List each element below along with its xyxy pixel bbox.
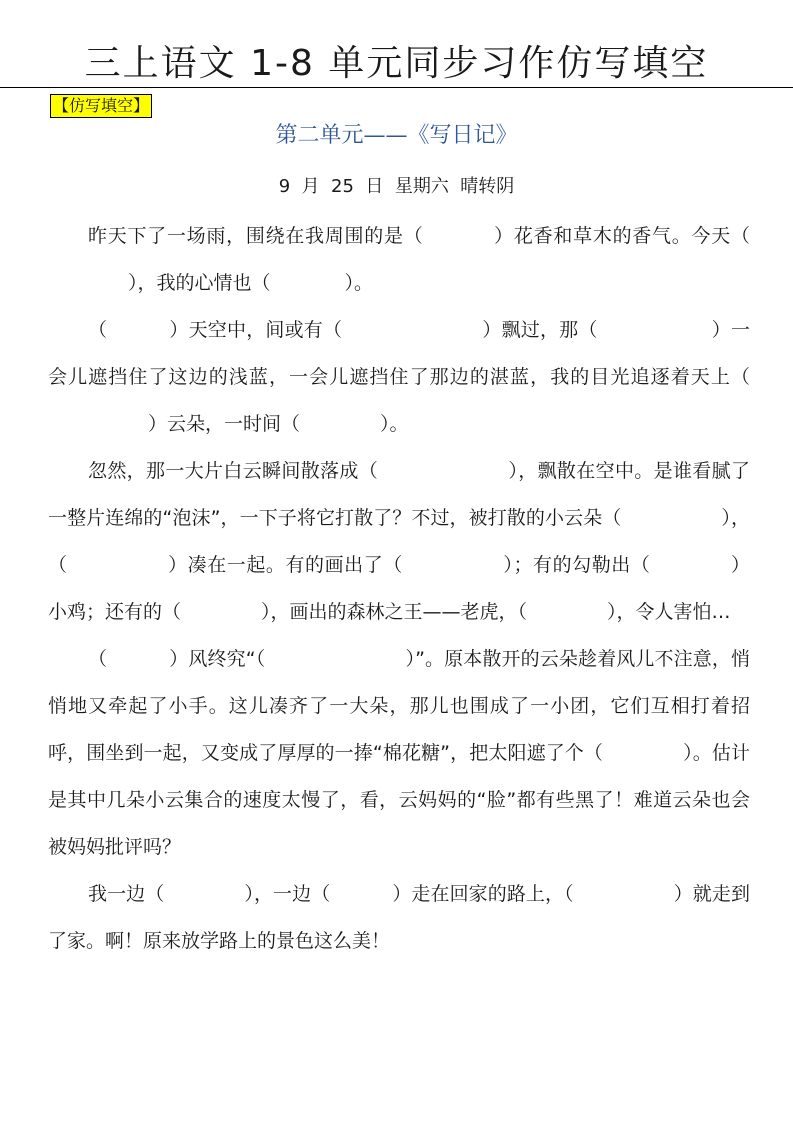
text-segment: ）飘过，那（ <box>482 319 598 341</box>
text-segment: ）小鸡；还有的（ <box>48 554 750 623</box>
paragraph-1 <box>48 213 750 307</box>
text-segment: ），（ <box>48 507 750 576</box>
text-segment: ）。估计是其中几朵小云集合的速度太慢了，看，云妈妈的“脸”都有些黑了！难道云朵也会被妈妈批评吗？ <box>48 742 750 858</box>
text-segment: ）走在回家的路上，（ <box>392 883 574 905</box>
text-segment: ）就走到了家。啊！原来放学路上的景色这么美！ <box>48 883 750 952</box>
document-title: 三上语文 1-8 单元同步习作仿写填空 <box>84 43 709 84</box>
section-tag: 【仿写填空】 <box>50 94 152 118</box>
diary-date-line <box>0 173 793 201</box>
text-segment: ）花香和草木的香气。今天（ <box>493 225 750 247</box>
text-segment: ），一边（ <box>244 883 331 905</box>
text-segment: ），令人害怕… <box>607 601 731 623</box>
text-segment: （ <box>88 319 108 341</box>
date-weather-text: 9 月 25 日 星期六 晴转阴 <box>278 176 515 197</box>
text-segment: ）云朵，一时间（ <box>148 413 301 435</box>
paragraph-5 <box>48 871 750 965</box>
text-segment: ）风终究“（ <box>169 648 266 670</box>
text-segment: 忽然，那一大片白云瞬间散落成（ <box>88 460 379 482</box>
diary-body <box>48 213 750 965</box>
text-segment: ）天空中，间或有（ <box>169 319 343 341</box>
title-divider <box>0 87 793 88</box>
text-segment: （ <box>88 648 108 670</box>
text-segment: 昨天下了一场雨，围绕在我周围的是（ <box>88 225 424 247</box>
paragraph-2 <box>48 307 750 448</box>
text-segment: ）一会儿遮挡住了这边的浅蓝，一会儿遮挡住了那边的湛蓝，我的目光追逐着天上（ <box>48 319 750 388</box>
text-segment: ）”。原本散开的云朵趁着风儿不注意，悄悄地又牵起了小手。这儿凑齐了一大朵，那儿也围成了一小团，它们互相打着招呼，围坐到一起，又变成了厚厚的一捧“棉花糖”，把太阳遮了个（ <box>48 648 750 764</box>
text-segment: ）。 <box>380 413 409 435</box>
text-segment: 我一边（ <box>88 883 165 905</box>
text-segment: ）凑在一起。有的画出了（ <box>167 554 403 576</box>
text-segment: ），画出的森林之王——老虎，（ <box>261 601 528 623</box>
text-segment: ），我的心情也（ <box>128 272 271 294</box>
text-segment: ），飘散在空中。是谁看腻了一整片连绵的“泡沫”，一下子将它打散了？不过，被打散的小云朵（ <box>48 460 750 529</box>
unit-title: 第二单元——《写日记》 <box>275 123 518 148</box>
paragraph-4 <box>48 636 750 871</box>
text-segment: ）。 <box>344 272 374 294</box>
paragraph-3 <box>48 448 750 636</box>
text-segment: ）；有的勾勒出（ <box>502 554 651 576</box>
